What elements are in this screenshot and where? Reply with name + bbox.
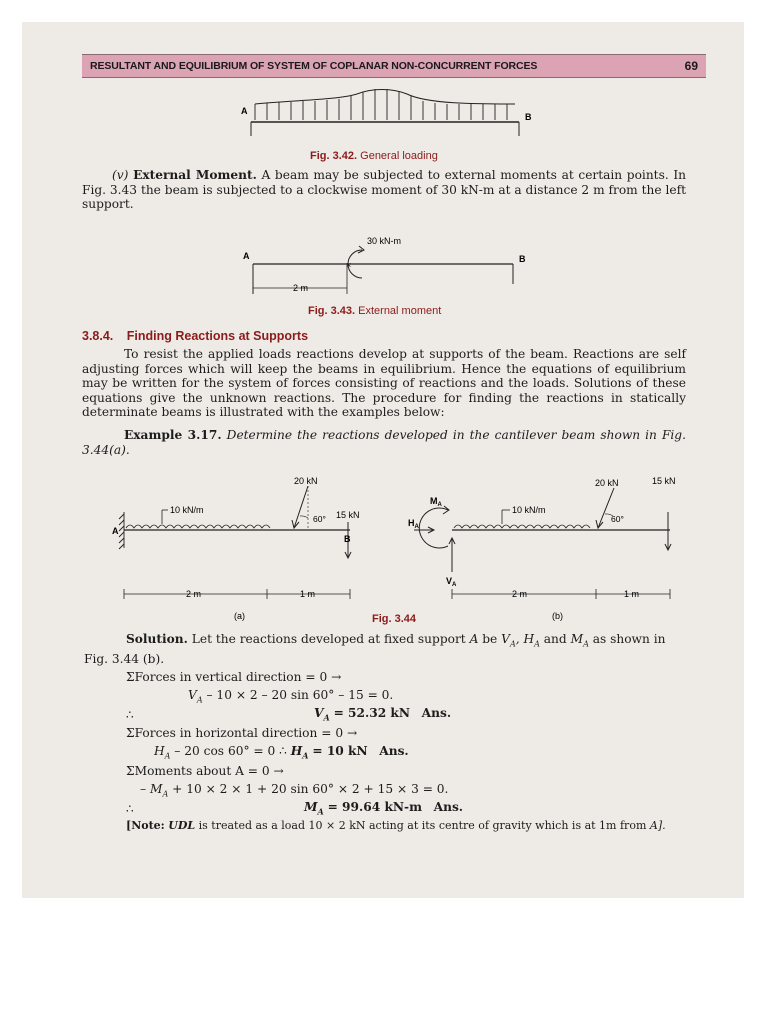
- ma-result-symbol: $M_A$: [304, 800, 324, 817]
- svg-text:×: ×: [346, 260, 352, 270]
- solution-heading: Solution.: [126, 632, 188, 646]
- va-therefore: ∴: [126, 708, 134, 722]
- fig344b-angle: 60°: [611, 514, 624, 524]
- fig344b-va: [446, 576, 457, 588]
- va-ans: Ans.: [421, 706, 452, 720]
- external-moment-marker: (v): [112, 168, 129, 182]
- ha-equation: – 20 cos 60° = 0 ∴: [174, 744, 287, 758]
- example-text: Determine the reactions developed in the cantilever beam shown in Fig. 3.44(a).: [82, 428, 686, 457]
- section-number: 3.8.4.: [82, 329, 114, 343]
- fig344a-sub: (a): [234, 611, 245, 621]
- fig343-label-a: A: [243, 251, 250, 261]
- va-result-line: [314, 706, 451, 722]
- load-curve: [255, 90, 515, 105]
- moment-equation: [140, 782, 448, 798]
- va-term: $V_A$: [188, 688, 203, 705]
- horizontal-equation: [154, 744, 409, 760]
- va-result: = 52.32 kN: [333, 706, 411, 720]
- fig344b-va-sub: A: [452, 582, 457, 588]
- solution-line-1: [126, 632, 665, 648]
- fig344b-ha-letter: H: [408, 518, 415, 528]
- vertical-heading: ΣForces in vertical direction = 0 →: [126, 670, 342, 684]
- note-text: is treated as a load 10 × 2 kN acting at its centre of gravity which is at 1m from: [198, 819, 647, 832]
- fig-3-42-diagram: [237, 86, 537, 154]
- fig344a-label-a: A: [112, 526, 119, 536]
- external-moment-heading: External Moment.: [133, 168, 257, 182]
- fig344b-dim2: 1 m: [624, 589, 640, 599]
- fig342-caption-num: Fig. 3.42.: [310, 150, 358, 162]
- vertical-equation: [188, 688, 393, 704]
- ma-therefore: ∴: [126, 802, 134, 816]
- fig344-caption-num: Fig. 3.44: [372, 613, 417, 625]
- note-end: A].: [649, 819, 666, 832]
- reactions-paragraph: To resist the applied loads reactions develop at supports of the beam. Reactions are self adjusting forces which will keep the beams in equilibrium. Hence the equations of equilibrium may be written for the system of forces consisting of reactions and the loads. Solutions of these equations give the unknown reactions. The procedure for finding the reactions in statically determinate beams is illustrated with the examples below:: [82, 347, 686, 419]
- fig343-moment-label: 30 kN-m: [367, 236, 402, 246]
- solution-intro-2: be: [482, 632, 498, 646]
- va-result-symbol: $V_A$: [314, 706, 330, 723]
- fig344b-load-15: 15 kN: [652, 476, 676, 486]
- fig-3-44b-diagram: [394, 472, 694, 621]
- ha-term: $H_A$: [154, 744, 171, 761]
- fig344b-udl: 10 kN/m: [512, 505, 546, 515]
- fig344b-ma-letter: M: [430, 496, 438, 506]
- fig-3-42-caption: [310, 150, 438, 162]
- ha-result-symbol: $H_A$: [290, 744, 309, 761]
- fig344b-dim1: 2 m: [512, 589, 528, 599]
- fig342-label-a: A: [241, 106, 248, 116]
- section-title: Finding Reactions at Supports: [126, 329, 309, 343]
- solution-intro-3: and: [543, 632, 567, 646]
- fig-3-43-diagram: [237, 232, 547, 298]
- solution-intro-4: as shown in: [592, 632, 666, 646]
- vertical-equation-rest: – 10 × 2 – 20 sin 60° – 15 = 0.: [206, 688, 394, 702]
- fig344a-load-20: 20 kN: [294, 476, 318, 486]
- ma-term: – $M_A$: [140, 782, 169, 799]
- book-page: [22, 22, 744, 898]
- udl-loops: [126, 525, 270, 528]
- fig344b-va-letter: V: [446, 576, 453, 586]
- external-moment-paragraph: [82, 168, 686, 212]
- example-paragraph: [82, 428, 686, 457]
- fixed-support: [119, 512, 124, 549]
- moment-equation-rest: + 10 × 2 × 1 + 20 sin 60° × 2 + 15 × 3 = 0.: [172, 782, 449, 796]
- udl-loops: [454, 525, 590, 528]
- fig344a-dim2: 1 m: [300, 589, 316, 599]
- ma-result: = 99.64 kN-m: [327, 800, 422, 814]
- fig344b-ha-sub: A: [414, 524, 419, 530]
- page-header: [82, 54, 706, 78]
- ha-symbol: $H_A$: [523, 632, 540, 649]
- fig344b-ma: [430, 496, 443, 508]
- external-moment-text: A beam may be subjected to external moments at certain points. In Fig. 3.43 the beam is subjected to a clockwise moment of 30 kN-m at a distance 2 m from the left support.: [82, 168, 687, 211]
- fig344a-udl: 10 kN/m: [170, 505, 204, 515]
- fig342-caption-text: General loading: [360, 150, 438, 162]
- fig344b-load-20: 20 kN: [595, 478, 619, 488]
- solution-line-2: Fig. 3.44 (b).: [84, 652, 165, 666]
- va-symbol: $V_A$,: [501, 632, 520, 649]
- fig342-label-b: B: [525, 112, 532, 122]
- fig344a-dim1: 2 m: [186, 589, 202, 599]
- load-arrows: [255, 89, 507, 120]
- section-heading: [82, 329, 308, 343]
- note-label: [Note:: [126, 819, 165, 832]
- fig344b-sub: (b): [552, 611, 563, 621]
- header-title: RESULTANT AND EQUILIBRIUM OF SYSTEM OF COPLANAR NON-CONCURRENT FORCES: [90, 60, 538, 72]
- ma-result-line: [304, 800, 463, 816]
- note-line: [126, 819, 666, 832]
- fig343-caption-text: External moment: [358, 305, 442, 317]
- fig343-label-b: B: [519, 254, 526, 264]
- fig344a-load-15: 15 kN: [336, 510, 360, 520]
- horizontal-heading: ΣForces in horizontal direction = 0 →: [126, 726, 358, 740]
- note-udl: UDL: [168, 819, 196, 832]
- load-20-arrow: [294, 486, 308, 528]
- solution-intro-1: Let the reactions developed at fixed support: [191, 632, 466, 646]
- fig-3-44a-diagram: [110, 472, 380, 621]
- fig343-caption-num: Fig. 3.43.: [308, 305, 356, 317]
- fig344a-label-b: B: [344, 534, 351, 544]
- example-label: Example 3.17.: [124, 428, 222, 442]
- fig344a-angle: 60°: [313, 514, 326, 524]
- moment-heading: ΣMoments about A = 0 →: [126, 764, 284, 778]
- fig344b-ma-sub: A: [437, 502, 442, 508]
- solution-intro-a: A: [469, 632, 479, 646]
- fig-3-44-caption: [372, 613, 416, 625]
- fig343-dim-label: 2 m: [293, 283, 309, 293]
- ma-symbol: $M_A$: [570, 632, 589, 649]
- ha-ans: Ans.: [379, 744, 409, 758]
- ha-result: = 10 kN: [312, 744, 368, 758]
- fig-3-43-caption: [308, 305, 441, 317]
- page-number: 69: [684, 59, 698, 73]
- ma-ans: Ans.: [433, 800, 464, 814]
- fig344b-ha: [408, 518, 420, 530]
